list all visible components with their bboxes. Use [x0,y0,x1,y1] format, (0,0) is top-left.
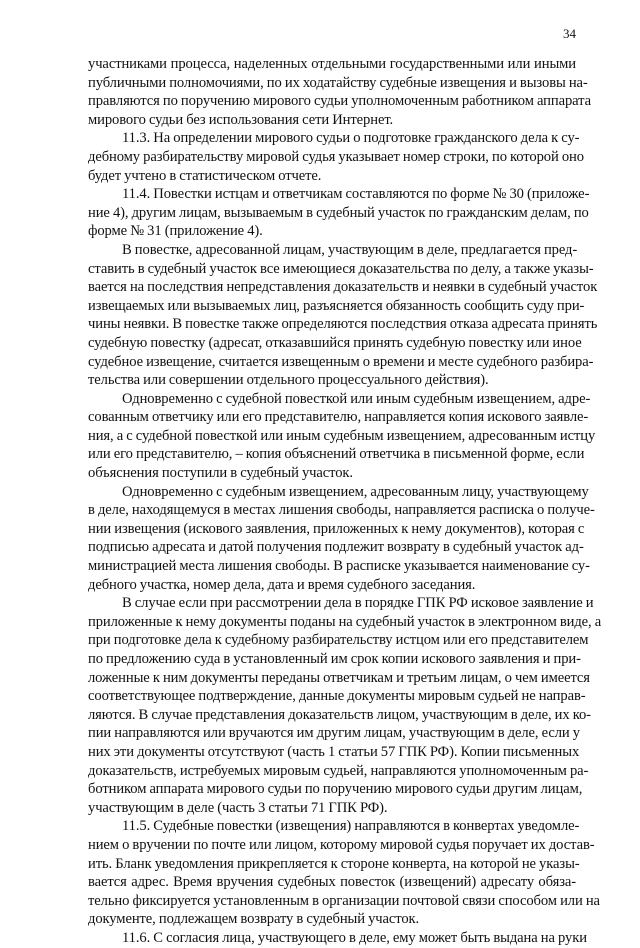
text-line: при подготовке дела к судебному разбирательству истцом или его представителем [88,632,589,649]
text-line: извещаемых или вызываемых лиц, разъясняется обязанность сообщить суду при- [88,297,585,314]
text-line: будет учтено в статистическом отчете. [88,167,322,184]
text-line: ставить в судебный участок все имеющиеся доказательства по делу, а также указы- [88,260,594,277]
text-line: ния, а с судебной повесткой или иным судебным извещением, адресованным истцу [88,427,596,444]
text-line: чины неявки. В повестке также определяются последствия отказа адресата принять [88,316,598,333]
text-line: дебному разбирательству мировой судья указывает номер строки, по которой оно [88,148,584,165]
text-line: 11.5. Судебные повестки (извещения) направляются в конвертах уведомле- [122,818,580,835]
text-line: объяснения поступили в судебный участок. [88,465,353,482]
text-line: В случае если при рассмотрении дела в порядке ГПК РФ исковое заявление и [122,595,594,612]
text-line: ляются. В случае представления доказательств лицом, участвующим в деле, их ко- [88,706,591,723]
text-line: по предложению суда в установленный им срок копии искового заявления и при- [88,651,581,667]
text-line: пии направляются или вручаются им другим лицам, участвующим в деле, если у [88,725,580,742]
text-line: мирового судьи без использования сети Интернет. [88,111,394,128]
text-line: в деле, находящемуся в местах лишения свободы, направляется расписка о получе- [88,502,595,519]
text-line: судебное извещение, считается извещенным о времени и месте судебного разбира- [88,353,594,370]
text-line: них эти документы отсутствуют (часть 1 статьи 57 ГПК РФ). Копии письменных [88,743,580,760]
text-line: ложенные к ним документы переданы ответчикам и третьим лицам, о чем имеется [88,669,590,686]
page-number: 34 [563,26,576,41]
text-line: ить. Бланк уведомления прикрепляется к стороне конверта, на которой не указы- [88,855,580,872]
text-line: 11.4. Повестки истцам и ответчикам составляются по форме № 30 (приложе- [122,186,590,203]
text-line: публичными полномочиями, по их ходатайству судебные извещения и вызовы на- [88,74,588,91]
text-line: нием о вручении по почте или лицом, которому мировой судья поручает их достав- [88,836,595,853]
text-line: правляются по поручению мирового судьи уполномоченным работником аппарата [88,93,591,110]
text-line: соответствующее подтверждение, данные документы мировым судьей не направ- [88,688,586,705]
text-line: дебного участка, номер дела, дата и время судебного заседания. [88,576,476,593]
text-line: 11.3. На определении мирового судьи о подготовке гражданского дела к су- [122,130,580,147]
text-line: ботником аппарата мирового судьи по поручению мирового судьи другим лицам, [88,781,583,798]
text-line: участниками процесса, наделенных отдельными государственными или иными [88,56,576,72]
text-line: министрацией места лишения свободы. В расписке указывается наименование су- [88,558,590,575]
text-line: В повестке, адресованной лицам, участвующим в деле, предлагается пред- [122,241,578,258]
text-line: тельства или совершении отдельного процессуального действия). [88,372,489,389]
text-line: документе, подлежащем возврату в судебный участок. [88,911,420,928]
text-line: вается адрес. Время вручения судебных повесток (извещений) адресату обяза- [88,874,576,891]
text-line: ние 4), другим лицам, вызываемым в судебный участок по гражданским делам, по [88,204,589,221]
text-line: 11.6. С согласия лица, участвующего в деле, ему может быть выдана на руки [122,929,587,946]
text-line: тельно фиксируется установленным в организации почтовой связи способом или на [88,892,600,909]
text-line: приложенные к нему документы поданы на судебный участок в электронном виде, а [88,613,602,630]
text-line: вается на последствия непредставления доказательств и неявки в судебный участок [88,279,598,296]
text-line: подписью адресата и датой получения подлежит возврату в судебный участок ад- [88,539,584,556]
text-line: или его представителю, – копия объяснений ответчика в письменной форме, если [88,446,585,463]
text-line: судебную повестку (адресат, отказавшийся принять судебную повестку или иное [88,334,582,351]
text-line: Одновременно с судебной повесткой или иным судебным извещением, адре- [122,390,591,407]
text-line: доказательств, истребуемых мировым судьей, направляются уполномоченным ра- [88,762,589,779]
document-body [88,55,602,948]
text-line: сованным ответчику или его представителю, направляется копия искового заявле- [88,409,589,426]
text-line: нии извещения (искового заявления, приложенных к нему документов), которая с [88,520,585,537]
text-line: форме № 31 (приложение 4). [88,223,263,240]
text-line: Одновременно с судебным извещением, адресованным лицу, участвующему [122,483,589,500]
text-line: участвующим в деле (часть 3 статьи 71 ГПК РФ). [88,799,388,816]
